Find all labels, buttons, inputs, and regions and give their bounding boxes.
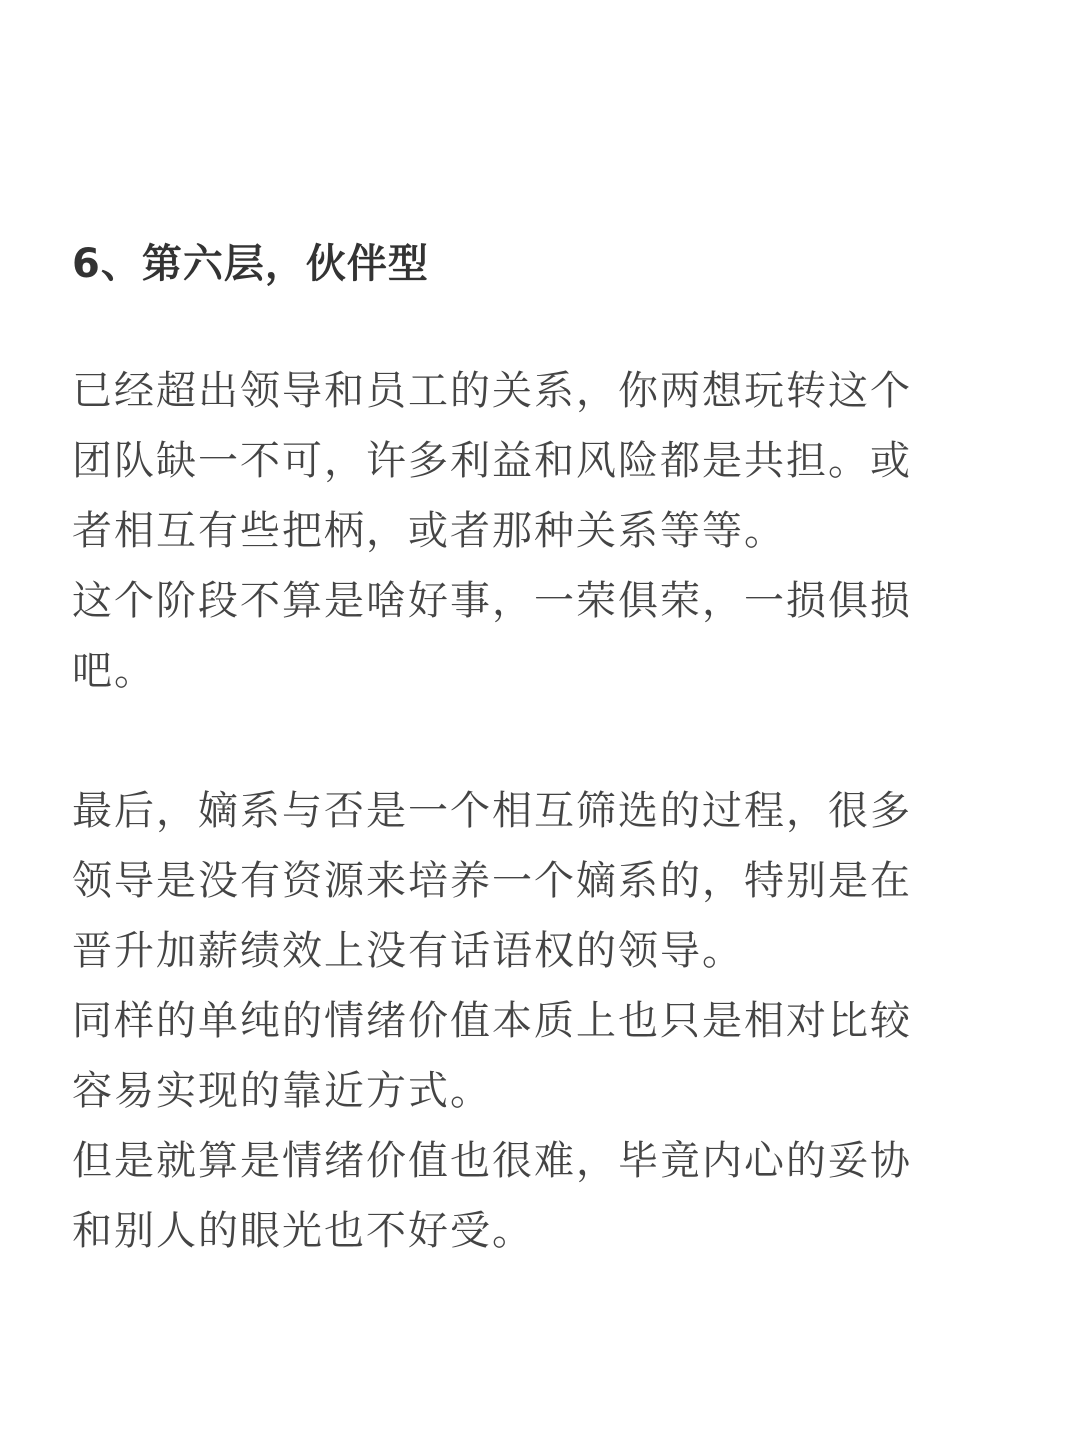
- article: [72, 230, 1002, 1266]
- text-line: 最后，嫡系与否是一个相互筛选的过程，很多: [72, 788, 912, 834]
- text-line: 团队缺一不可，许多利益和风险都是共担。或: [72, 438, 912, 484]
- text-line: 但是就算是情绪价值也很难，毕竟内心的妥协: [72, 1138, 912, 1184]
- text-line: 和别人的眼光也不好受。: [72, 1208, 534, 1254]
- text-line: 者相互有些把柄，或者那种关系等等。: [72, 508, 786, 554]
- paragraph-conclusion: [72, 776, 1002, 1266]
- text-line: 已经超出领导和员工的关系，你两想玩转这个: [72, 368, 912, 414]
- paragraph-partner-type: [72, 356, 1002, 706]
- text-line: 领导是没有资源来培养一个嫡系的，特别是在: [72, 858, 912, 904]
- text-line: 吧。: [72, 648, 156, 694]
- text-line: 这个阶段不算是啥好事，一荣俱荣，一损俱损: [72, 578, 912, 624]
- section-heading: 6、第六层，伙伴型: [72, 241, 429, 287]
- text-line: 晋升加薪绩效上没有话语权的领导。: [72, 928, 744, 974]
- text-line: 同样的单纯的情绪价值本质上也只是相对比较: [72, 998, 912, 1044]
- text-line: 容易实现的靠近方式。: [72, 1068, 492, 1114]
